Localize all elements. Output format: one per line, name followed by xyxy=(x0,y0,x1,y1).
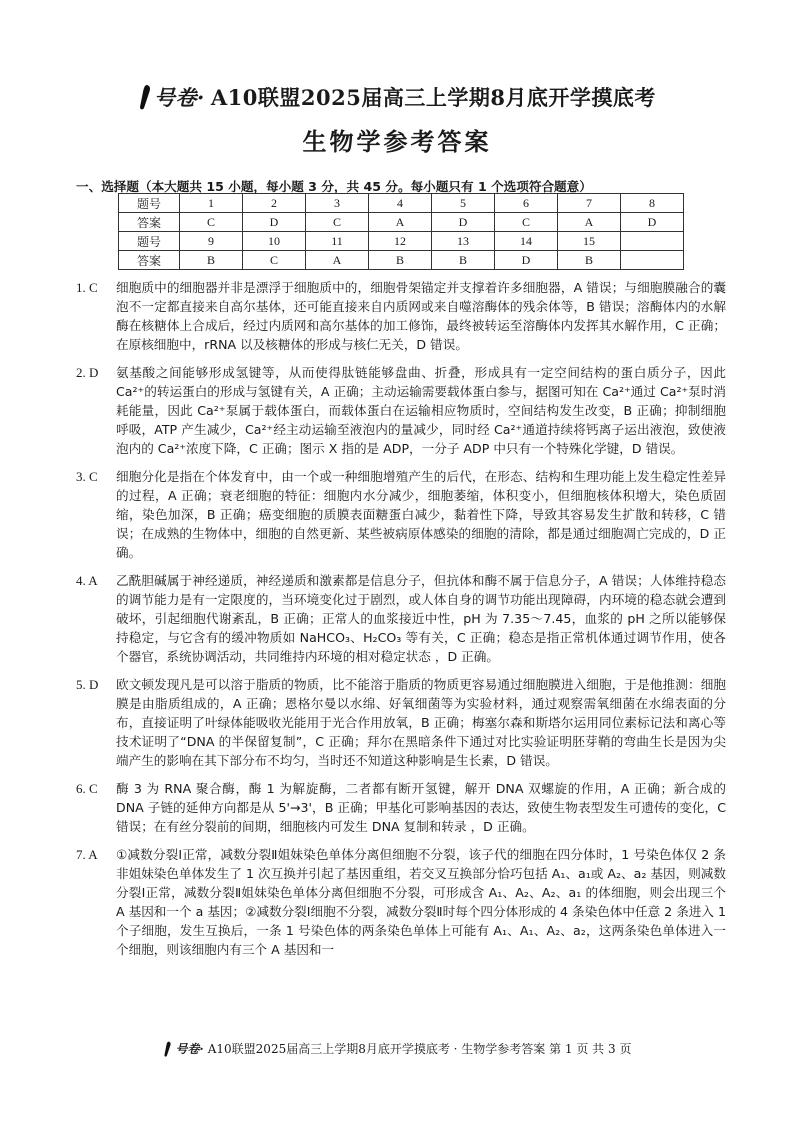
question-number-cell: 3 xyxy=(306,194,369,213)
question-number-row xyxy=(119,194,684,213)
question-number-cell: 15 xyxy=(558,232,621,251)
answer-cell: C xyxy=(180,213,243,232)
explanation-text: 乙酰胆碱属于神经递质，神经递质和激素都是信息分子，但抗体和酶不属于信息分子，A 错误；人体维持稳态的调节能力是有一定限度的，当环境变化过于剧烈，或人体自身的调节功能出现障碍，内环境的稳态就会遭到破坏，引起细胞代谢紊乱，B 正确；正常人的血浆接近中性，pH 为 7.35～7.45，血浆的 pH 之所以能够保持稳定，与它含有的缓冲物质如 NaHCO₃、H₂CO₃ 等有关，C 正确；稳态是指正常机体通过调节作用，使各个器官，系统协调活动，共同维持内环境的相对稳定状态 ，D 正确。 xyxy=(116,573,726,664)
explanation-text: 氨基酸之间能够形成氢键等，从而使得肽链能够盘曲、折叠，形成具有一定空间结构的蛋白质分子，因此 Ca²⁺的转运蛋白的形成与氢键有关，A 正确；主动运输需要载体蛋白参与，据图可知在 Ca²⁺通过 Ca²⁺泵时消耗能量，因此 Ca²⁺泵属于载体蛋白，而载体蛋白在运输相应物质时，空间结构发生改变，B 正确；抑制细胞呼吸，ATP 产生减少，Ca²⁺经主动运输至液泡内的量减少，同时经 Ca²⁺通道持续将钙离子运出液泡，致使液泡内的 Ca²⁺浓度下降，C 正确；图示 X 指的是 ADP，一分子 ADP 中只有一个特殊化学键，D 错误。 xyxy=(116,365,726,456)
document-subtitle: 生物学参考答案 xyxy=(302,127,492,156)
answer-explanation xyxy=(76,675,726,770)
question-number-cell: 4 xyxy=(369,194,432,213)
question-number-cell: 10 xyxy=(243,232,306,251)
question-number-answer: 3. C xyxy=(76,469,98,484)
answer-explanation xyxy=(76,845,726,959)
answer-cell: B xyxy=(180,251,243,270)
question-number-cell xyxy=(621,232,684,251)
answer-explanation xyxy=(76,779,726,836)
explanation-text: 细胞分化是指在个体发育中，由一个或一种细胞增殖产生的后代，在形态、结构和生理功能上发生稳定性差异的过程，A 正确；衰老细胞的特征：细胞内水分减少，细胞萎缩，体积变小，但细胞核体积增大，染色质固缩，染色加深，B 正确；癌变细胞的质膜表面糖蛋白减少，黏着性下降，导致其容易发生扩散和转移，C 错误；在成熟的生物体中，细胞的自然更新、某些被病原体感染的细胞的清除，都是通过细胞凋亡完成的，D 正确。 xyxy=(116,469,726,560)
answer-cell: C xyxy=(243,251,306,270)
question-number-cell: 8 xyxy=(621,194,684,213)
question-number-cell: 2 xyxy=(243,194,306,213)
question-number-answer: 5. D xyxy=(76,677,99,692)
title-line xyxy=(0,82,794,112)
row-label: 题号 xyxy=(119,194,180,213)
row-label: 答案 xyxy=(119,251,180,270)
document-header xyxy=(0,82,794,157)
brush-stroke-icon xyxy=(163,1041,172,1057)
answer-cell: D xyxy=(432,213,495,232)
answer-row xyxy=(119,213,684,232)
question-number-cell: 13 xyxy=(432,232,495,251)
question-number-row xyxy=(119,232,684,251)
question-number-cell: 7 xyxy=(558,194,621,213)
question-number-cell: 5 xyxy=(432,194,495,213)
explanation-text: 细胞质中的细胞器并非是漂浮于细胞质中的，细胞骨架锚定并支撑着许多细胞器，A 错误；与细胞膜融合的囊泡不一定都直接来自高尔基体，还可能直接来自内质网或来自噬溶酶体的残余体等，B 错误；溶酶体内的水解酶在核糖体上合成后，经过内质网和高尔基体的加工修饰，最终被转运至溶酶体内发挥其水解作用，C 正确；在原核细胞中，rRNA 以及核糖体的形成与核仁无关，D 错误。 xyxy=(116,280,726,352)
answer-cell: C xyxy=(495,213,558,232)
answer-explanation xyxy=(76,467,726,562)
answer-cell: A xyxy=(369,213,432,232)
question-number-answer: 2. D xyxy=(76,365,99,380)
question-number-answer: 4. A xyxy=(76,573,98,588)
answer-table xyxy=(118,193,684,270)
question-number-cell: 14 xyxy=(495,232,558,251)
answer-explanation xyxy=(76,278,726,354)
explanations xyxy=(76,278,726,968)
answer-cell: D xyxy=(243,213,306,232)
explanation-text: ①减数分裂Ⅰ正常，减数分裂Ⅱ姐妹染色单体分离但细胞不分裂，该子代的细胞在四分体时，1 号染色体仅 2 条非姐妹染色单体发生了 1 次互换并引起了基因重组，若交叉互换部分恰巧包括 A₁、a₁或 A₂、a₂ 基因，则减数分裂Ⅰ正常，减数分裂Ⅱ姐妹染色单体分离但细胞不分裂，可形成含 A₁、A₂、A₂、a₁ 的体细胞，则会出现三个 A 基因和一个 a 基因；②减数分裂Ⅰ细胞不分裂，减数分裂Ⅱ时每个四分体形成的 4 条染色体中任意 2 条进入 1 个子细胞，发生互换后，一条 1 号染色体的两条染色单体上可能有 A₁、A₁、A₂、a₂，这两条染色单体进入一个细胞，则该细胞内有三个 A 基因和一 xyxy=(116,847,726,957)
question-number-answer: 6. C xyxy=(76,781,98,796)
answer-cell: D xyxy=(621,213,684,232)
row-label: 答案 xyxy=(119,213,180,232)
answer-cell: A xyxy=(306,251,369,270)
row-label: 题号 xyxy=(119,232,180,251)
brush-stroke-icon xyxy=(138,84,152,110)
answer-cell: B xyxy=(558,251,621,270)
answer-cell: D xyxy=(495,251,558,270)
explanation-text: 欧文顿发现凡是可以溶于脂质的物质，比不能溶于脂质的物质更容易通过细胞膜进入细胞，于是他推测：细胞膜是由脂质组成的，A 正确；恩格尔曼以水绵、好氧细菌等为实验材料，通过观察需氧细菌在水绵表面的分布，直接证明了叶绿体能吸收光能用于光合作用放氧，B 正确；梅塞尔森和斯塔尔运用同位素标记法和离心等技术证明了“DNA 的半保留复制”，C 正确；拜尔在黑暗条件下通过对比实验证明胚芽鞘的弯曲生长是因为尖端产生的影响在其下部分布不均匀，当时还不知道这种影响是生长素，D 错误。 xyxy=(116,677,726,768)
answer-cell: B xyxy=(369,251,432,270)
page-footer xyxy=(0,1040,794,1057)
brand-logo xyxy=(138,82,205,112)
answer-cell xyxy=(621,251,684,270)
answer-row xyxy=(119,251,684,270)
section-heading: 一、选择题（本大题共 15 小题，每小题 3 分，共 45 分。每小题只有 1 个选项符合题意） xyxy=(76,179,592,194)
footer-text: A10联盟2025届高三上学期8月底开学摸底考 · 生物学参考答案 第 1 页 共 3 页 xyxy=(207,1042,632,1056)
question-number-cell: 12 xyxy=(369,232,432,251)
footer-brand: 号卷· xyxy=(175,1042,204,1056)
question-number-cell: 1 xyxy=(180,194,243,213)
question-number-cell: 11 xyxy=(306,232,369,251)
question-number-answer: 7. A xyxy=(76,847,98,862)
question-number-answer: 1. C xyxy=(76,280,98,295)
answer-explanation xyxy=(76,571,726,666)
question-number-cell: 9 xyxy=(180,232,243,251)
explanation-text: 酶 3 为 RNA 聚合酶，酶 1 为解旋酶，二者都有断开氢键，解开 DNA 双螺旋的作用，A 正确；新合成的 DNA 子链的延伸方向都是从 5'→3'，B 正确；甲基化可影响基因的表达，致使生物表型发生可遗传的变化，C 错误；在有丝分裂前的间期，细胞核内可发生 DNA 复制和转录 ，D 正确。 xyxy=(116,781,726,834)
answer-explanation xyxy=(76,363,726,458)
exam-title: A10联盟2025届高三上学期8月底开学摸底考 xyxy=(210,85,656,110)
answer-cell: C xyxy=(306,213,369,232)
question-number-cell: 6 xyxy=(495,194,558,213)
answer-cell: A xyxy=(558,213,621,232)
brand-text: 号卷· xyxy=(154,85,205,110)
answer-cell: B xyxy=(432,251,495,270)
